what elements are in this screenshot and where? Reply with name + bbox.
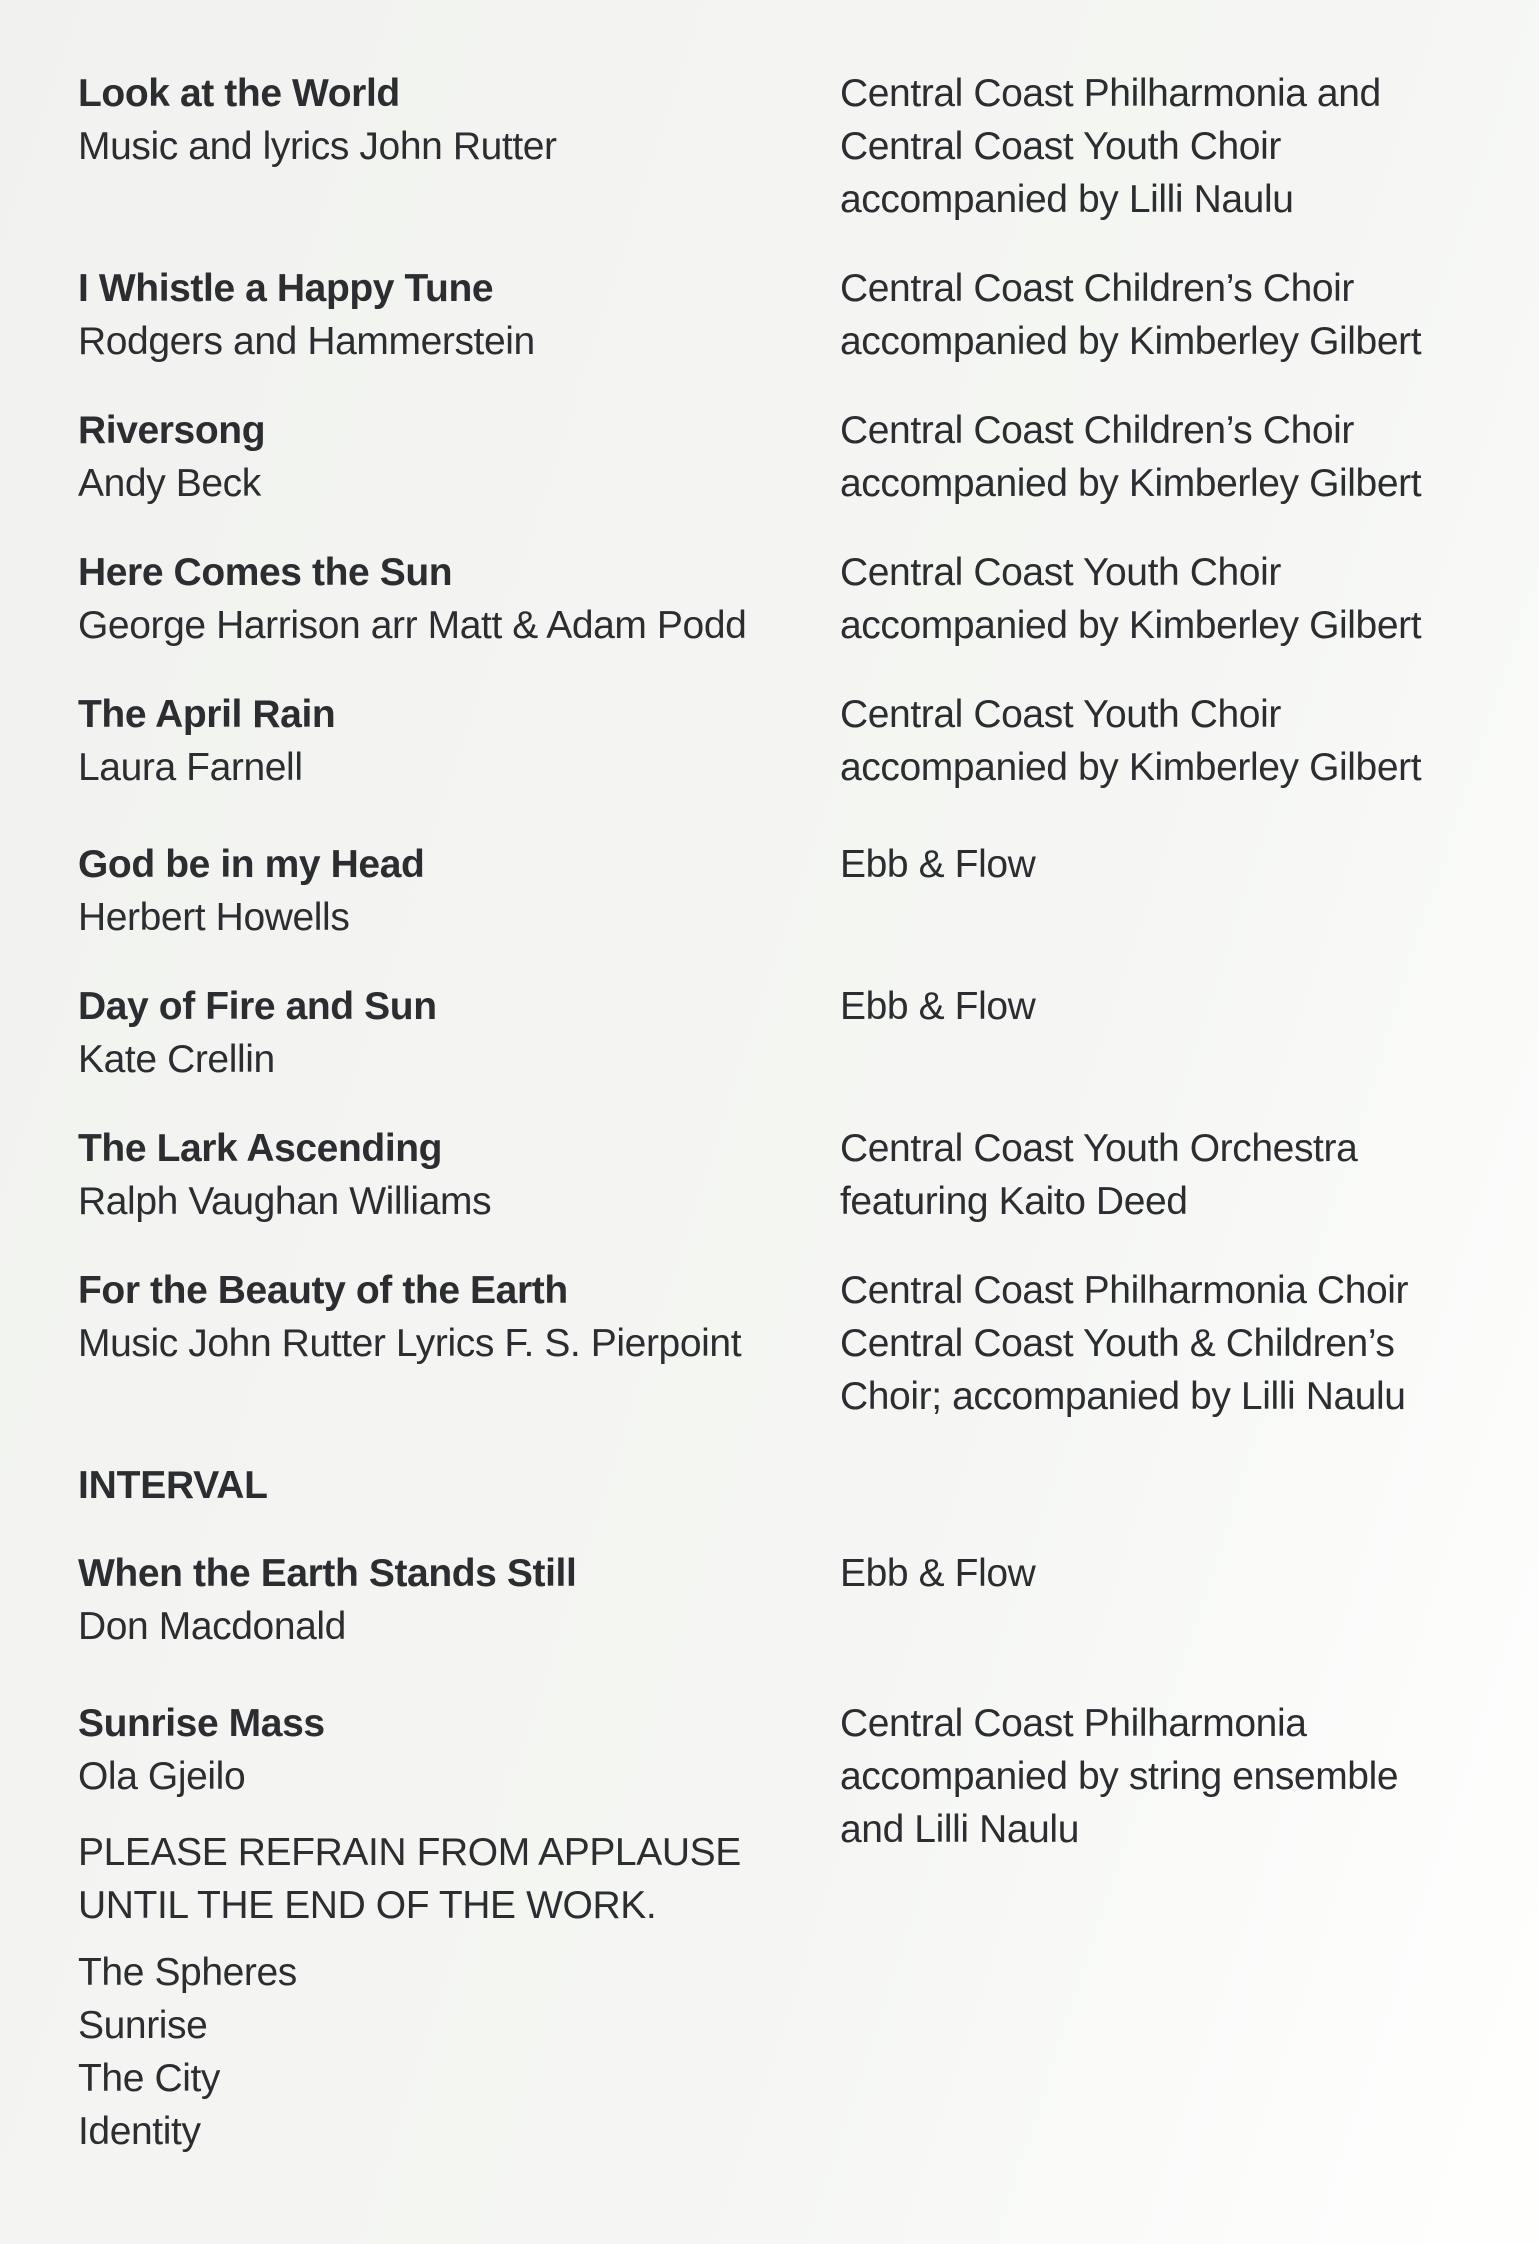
- piece-composer: Herbert Howells: [78, 896, 350, 939]
- performer-line: Central Coast Philharmonia: [840, 1702, 1307, 1745]
- piece-column: [78, 980, 840, 1086]
- program-entry: [78, 1547, 1509, 1653]
- program-entry: [78, 67, 1509, 226]
- performer-line: Choir; accompanied by Lilli Naulu: [840, 1375, 1406, 1418]
- performers-column: [840, 688, 1509, 794]
- performers-column: [840, 838, 1509, 944]
- performers-column: [840, 980, 1509, 1086]
- performer-line: Ebb & Flow: [840, 1552, 1036, 1595]
- performer-line: accompanied by Kimberley Gilbert: [840, 746, 1422, 789]
- performer-line: Central Coast Youth Choir: [840, 693, 1281, 736]
- piece-column: [78, 404, 840, 510]
- program-entry: [78, 546, 1509, 652]
- piece-title: Riversong: [78, 409, 266, 452]
- piece-column: [78, 1264, 840, 1423]
- performers-column: [840, 262, 1509, 368]
- piece-title: I Whistle a Happy Tune: [78, 267, 494, 310]
- piece-column: [78, 262, 840, 368]
- piece-composer: Laura Farnell: [78, 746, 303, 789]
- piece-column: [78, 1122, 840, 1228]
- performer-line: featuring Kaito Deed: [840, 1180, 1188, 1223]
- applause-note-line: PLEASE REFRAIN FROM APPLAUSE: [78, 1831, 741, 1874]
- performers-column: [840, 546, 1509, 652]
- piece-title: Here Comes the Sun: [78, 551, 453, 594]
- piece-title: When the Earth Stands Still: [78, 1552, 577, 1595]
- piece-column: [78, 546, 840, 652]
- piece-composer: Kate Crellin: [78, 1038, 275, 1081]
- performers-column: [840, 1697, 1509, 1932]
- performer-line: and Lilli Naulu: [840, 1808, 1079, 1851]
- piece-composer: Andy Beck: [78, 462, 261, 505]
- performers-column: [840, 404, 1509, 510]
- program-entry: [78, 688, 1509, 794]
- performer-line: Central Coast Youth Choir: [840, 551, 1281, 594]
- performer-line: Central Coast Children’s Choir: [840, 409, 1355, 452]
- piece-column: [78, 67, 840, 226]
- program-entry: [78, 980, 1509, 1086]
- performer-line: Central Coast Youth & Children’s: [840, 1322, 1395, 1365]
- piece-composer: Ralph Vaughan Williams: [78, 1180, 492, 1223]
- performer-line: accompanied by Kimberley Gilbert: [840, 604, 1422, 647]
- performer-line: Ebb & Flow: [840, 985, 1036, 1028]
- piece-title: Sunrise Mass: [78, 1702, 325, 1745]
- movement-item: The City: [78, 2057, 221, 2100]
- piece-composer: Music and lyrics John Rutter: [78, 125, 557, 168]
- piece-title: For the Beauty of the Earth: [78, 1269, 568, 1312]
- movement-item: Sunrise: [78, 2004, 208, 2047]
- piece-title: God be in my Head: [78, 843, 425, 886]
- performer-line: Central Coast Philharmonia and: [840, 72, 1381, 115]
- movement-item: Identity: [78, 2110, 201, 2153]
- piece-column: [78, 688, 840, 794]
- piece-title: Day of Fire and Sun: [78, 985, 437, 1028]
- performer-line: Central Coast Youth Orchestra: [840, 1127, 1358, 1170]
- interval-heading: INTERVAL: [78, 1464, 268, 1507]
- performers-column: [840, 1122, 1509, 1228]
- program-entry: [78, 1264, 1509, 1423]
- performer-line: accompanied by string ensemble: [840, 1755, 1399, 1798]
- piece-composer: Ola Gjeilo: [78, 1755, 246, 1798]
- piece-title: Look at the World: [78, 72, 400, 115]
- performer-line: accompanied by Kimberley Gilbert: [840, 462, 1422, 505]
- piece-column: [78, 1547, 840, 1653]
- performers-column: [840, 67, 1509, 226]
- performer-line: accompanied by Kimberley Gilbert: [840, 320, 1422, 363]
- program-entry: [78, 1122, 1509, 1228]
- program-entry: [78, 262, 1509, 368]
- piece-composer: Don Macdonald: [78, 1605, 346, 1648]
- piece-composer: George Harrison arr Matt & Adam Podd: [78, 604, 747, 647]
- piece-title: The Lark Ascending: [78, 1127, 443, 1170]
- program-entry: [78, 838, 1509, 944]
- piece-composer: Rodgers and Hammerstein: [78, 320, 535, 363]
- piece-title: The April Rain: [78, 693, 336, 736]
- performer-line: Ebb & Flow: [840, 843, 1036, 886]
- applause-note: [78, 1826, 840, 1932]
- performer-line: accompanied by Lilli Naulu: [840, 178, 1294, 221]
- movement-item: The Spheres: [78, 1951, 297, 1994]
- performers-column: [840, 1547, 1509, 1653]
- performer-line: Central Coast Children’s Choir: [840, 267, 1355, 310]
- performer-line: Central Coast Philharmonia Choir: [840, 1269, 1409, 1312]
- program-entry: [78, 1697, 1509, 1932]
- performers-column: [840, 1264, 1509, 1423]
- movements-list: [78, 1946, 1509, 2158]
- performer-line: Central Coast Youth Choir: [840, 125, 1281, 168]
- program-entry: [78, 404, 1509, 510]
- applause-note-line: UNTIL THE END OF THE WORK.: [78, 1884, 657, 1927]
- piece-composer: Music John Rutter Lyrics F. S. Pierpoint: [78, 1322, 742, 1365]
- piece-column: [78, 1697, 840, 1932]
- piece-column: [78, 838, 840, 944]
